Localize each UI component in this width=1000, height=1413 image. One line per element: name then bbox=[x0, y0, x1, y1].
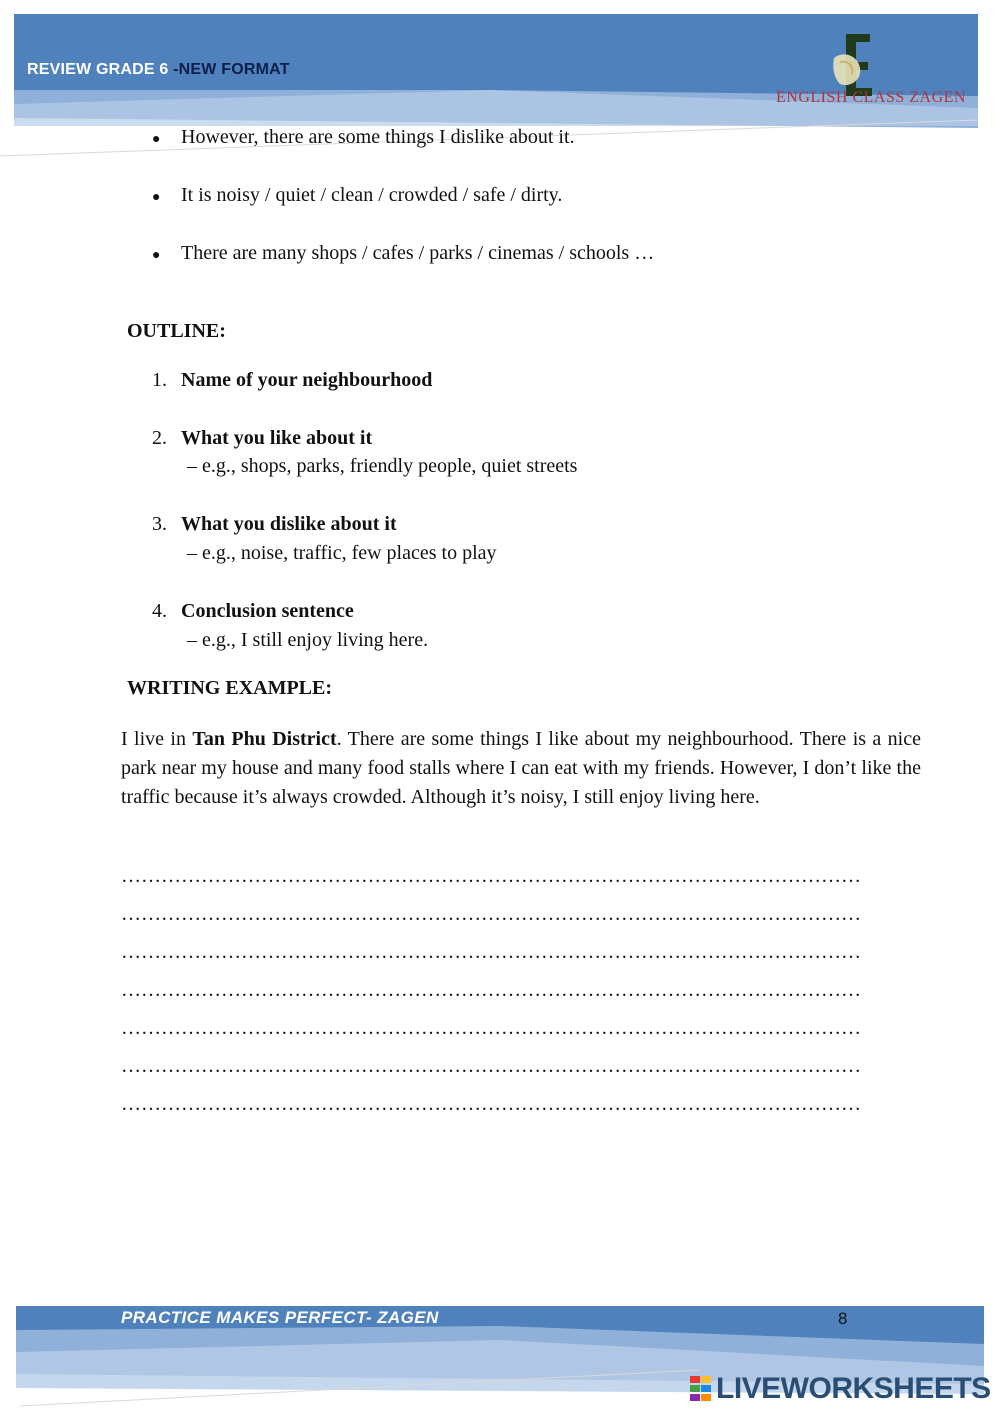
outline-item: 4. Conclusion sentence bbox=[152, 600, 354, 622]
bullet-item: ● It is noisy / quiet / clean / crowded / safe / dirty. bbox=[152, 184, 563, 206]
writing-example-paragraph: I live in Tan Phu District. There are some things I like about my neighbourhood. There is a nice park near my house and many food stalls where I can eat with my friends. However, I don’t like the traffic because it’s always crowded. Although it’s noisy, I still enjoy living here. bbox=[121, 728, 921, 808]
logo-text: ENGLISH CLASS ZAGEN bbox=[776, 89, 966, 106]
writing-line[interactable]: ………………………………………………………………………………………………… bbox=[121, 865, 861, 887]
writing-line[interactable]: ………………………………………………………………………………………………… bbox=[121, 903, 861, 925]
writing-line[interactable]: ………………………………………………………………………………………………… bbox=[121, 1055, 861, 1077]
writing-line[interactable]: ………………………………………………………………………………………………… bbox=[121, 1093, 861, 1115]
writing-line[interactable]: ………………………………………………………………………………………………… bbox=[121, 941, 861, 963]
writing-line[interactable]: ………………………………………………………………………………………………… bbox=[121, 1017, 861, 1039]
outline-heading: OUTLINE: bbox=[127, 320, 226, 342]
outline-example: – e.g., noise, traffic, few places to play bbox=[187, 542, 497, 564]
outline-item: 3. What you dislike about it bbox=[152, 513, 397, 535]
page-number: 8 bbox=[838, 1309, 848, 1328]
writing-example-heading: WRITING EXAMPLE: bbox=[127, 677, 333, 699]
outline-item: 2. What you like about it bbox=[152, 427, 373, 449]
bullet-item: ● However, there are some things I dislike about it. bbox=[152, 126, 575, 148]
liveworksheets-icon bbox=[690, 1376, 712, 1402]
footer-motto: PRACTICE MAKES PERFECT- ZAGEN bbox=[121, 1308, 439, 1327]
outline-example: – e.g., I still enjoy living here. bbox=[187, 629, 429, 651]
outline-example: – e.g., shops, parks, friendly people, quiet streets bbox=[187, 455, 578, 477]
outline-item: 1. Name of your neighbourhood bbox=[152, 369, 433, 391]
liveworksheets-brand[interactable] bbox=[690, 1372, 991, 1406]
writing-line[interactable]: ………………………………………………………………………………………………… bbox=[121, 979, 861, 1001]
header-title: REVIEW GRADE 6 -NEW FORMAT bbox=[27, 61, 290, 78]
bullet-item: ● There are many shops / cafes / parks / cinemas / schools … bbox=[152, 242, 655, 264]
liveworksheets-text: LIVEWORKSHEETS bbox=[716, 1372, 991, 1405]
